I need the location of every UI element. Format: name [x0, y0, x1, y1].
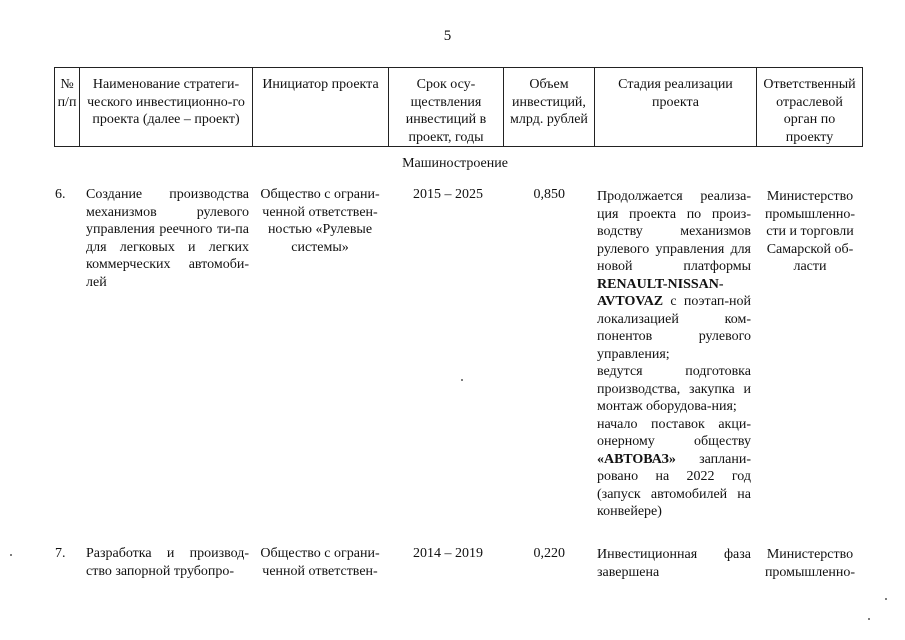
- header-initiator: Инициатор проекта: [253, 68, 389, 147]
- investment-volume: 0,850: [533, 187, 565, 202]
- header-term: Срок осу-ществления инвестиций в проект, годы: [389, 68, 504, 147]
- page-number: 5: [443, 28, 452, 44]
- stage-text: начало поставок акци-онерному обществу: [597, 416, 751, 449]
- stage-text: заплани-ровано на 2022 год (запуск автомобилей на конвейере): [597, 451, 751, 519]
- header-num: № п/п: [55, 68, 80, 147]
- project-initiator: Общество с ограни-ченной ответствен-: [260, 546, 380, 579]
- stage-brand: «АВТОВАЗ»: [597, 451, 676, 467]
- project-stage: Инвестиционная фаза завершена: [597, 547, 751, 580]
- header-stage: Стадия реализации проекта: [595, 68, 757, 147]
- table-header: [54, 67, 863, 147]
- row-number: 7.: [55, 546, 66, 561]
- project-stage: [597, 188, 751, 521]
- scan-speck: [461, 379, 463, 381]
- scan-speck: [868, 618, 870, 620]
- header-authority: Ответственный отраслевой орган по проекту: [757, 68, 863, 147]
- project-name: Создание производства механизмов рулевого управления реечного ти-па для легковых и легких коммерческих автомоби-лей: [86, 187, 249, 290]
- scan-speck: [885, 598, 887, 600]
- investment-volume: 0,220: [533, 546, 565, 561]
- responsible-authority: Министерство промышленно-сти и торговли Самарской об-ласти: [764, 189, 856, 274]
- project-initiator: Общество с ограни-ченной ответствен-ностью «Рулевые системы»: [260, 187, 380, 255]
- investment-term: 2015 – 2025: [413, 187, 483, 202]
- stage-brand: RENAULT-NISSAN-AVTOVAZ: [597, 276, 724, 309]
- stage-text: ведутся подготовка производства, закупка и монтаж оборудова-ния;: [597, 364, 751, 414]
- stage-text: с поэтап-ной локализацией ком-понентов рулевого управления;: [597, 294, 751, 362]
- row-number: 6.: [55, 187, 66, 202]
- project-name: Разработка и производ-ство запорной трубопро-: [86, 546, 249, 579]
- responsible-authority: Министерство промышленно-: [764, 547, 856, 580]
- header-volume: Объем инвестиций, млрд. рублей: [504, 68, 595, 147]
- investment-term: 2014 – 2019: [413, 546, 483, 561]
- scan-speck: [10, 554, 12, 556]
- section-title: Машиностроение: [402, 156, 508, 171]
- header-name: Наименование стратеги-ческого инвестиционно-го проекта (далее – проект): [80, 68, 253, 147]
- stage-text: Продолжается реализа-ция проекта по произ-водству механизмов рулевого управления для новой платформы: [597, 189, 751, 274]
